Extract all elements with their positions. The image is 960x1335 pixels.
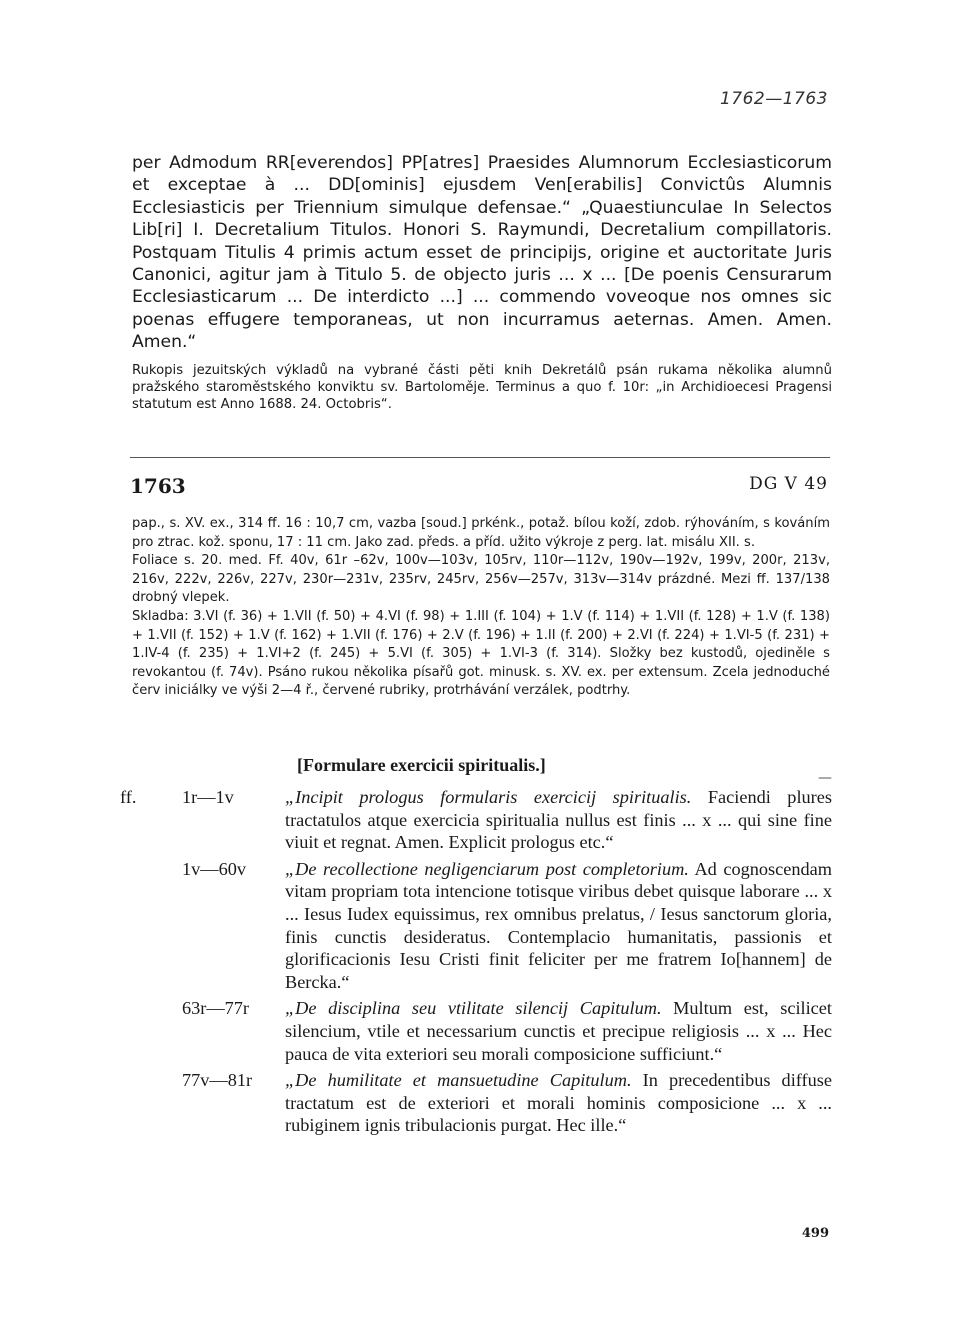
section-title: [Formulare exercicii spiritualis.] — [297, 755, 546, 775]
entry-text — [285, 997, 832, 1065]
entry-body: In precedentibus diffuse tractatum est de exteriori et morali hominis composicione ... x ... rubiginem ignis tribulacionis purgat. Hec ille.“ — [285, 1070, 832, 1136]
entry-incipit: „De humilitate et mansuetudine Capitulum. — [285, 1070, 632, 1091]
ff-label: ff. — [120, 787, 137, 807]
entry-incipit: „De recollectione negligenciarum post completorium. — [285, 858, 689, 879]
description-physical: pap., s. XV. ex., 314 ff. 16 : 10,7 cm, vazba [soud.] prkénk., potaž. bílou koží, zdob. rýhováním, s kováním pro ztrac. kož. sponu, 17 : 11 cm. Jako zad. předs. a příd. užito výkroje z perg. lat. misálu XII. s. — [132, 516, 830, 550]
entry-text — [285, 1069, 832, 1137]
record-description — [132, 515, 830, 701]
list-item — [120, 997, 832, 1065]
folio-range: 77v—81r — [182, 1070, 253, 1091]
entry-text — [285, 786, 832, 854]
intro-paragraph — [132, 152, 832, 354]
intro-text: per Admodum RR[everendos] PP[atres] Praesides Alumnorum Ecclesiasticorum et exceptae à ... DD[ominis] ejusdem Ven[erabilis] Convictûs Alumnis Ecclesiasticis per Triennium simulque defensae.“ „Quaestiunculae In Selectos Lib[ri] I. Decretalium Titulos. Honori S. Raymundi, Decretalium compillatoris. Postquam Titulis 4 primis actum esset de principijs, origine et auctoritate Juris Canonici, agitur jam à Titulo 5. de objecto juris ... x ... [De poenis Censurarum Ecclesiasticarum ... De interdicto ...] ... commendo voveoque nos omnes sic poenas effugere temporaneas, ut non incurramus aeternas. Amen. Amen. Amen.“ — [132, 153, 832, 353]
list-item — [120, 858, 832, 994]
ff-label — [120, 1069, 170, 1137]
margin-mark: — — [818, 770, 832, 786]
record-shelfmark: DG V 49 — [749, 474, 828, 494]
page-number: 499 — [801, 1226, 829, 1241]
folio-range: 1v—60v — [182, 858, 246, 879]
entry-incipit: „De disciplina seu vtilitate silencij Capitulum. — [285, 998, 662, 1019]
note-paragraph: Rukopis jezuitských výkladů na vybrané části pěti knih Dekretálů psán rukama několika alumnů pražského staroměstského konviktu sv. Bartoloměje. Terminus a quo f. 10r: „in Archidioecesi Pragensi statutum est Anno 1688. 24. Octobris“. — [132, 363, 832, 412]
description-collation: Skladba: 3.VI (f. 36) + 1.VII (f. 50) + 4.VI (f. 98) + 1.III (f. 104) + 1.V (f. 114) + 1.VII (f. 128) + 1.V (f. 138) + 1.VII (f. 152) + 1.V (f. 162) + 1.VII (f. 176) + 2.V (f. 196) + 1.II (f. 200) + 2.VI (f. 224) + 1.VI-5 (f. 231) + 1.IV-4 (f. 235) + 1.VI+2 (f. 245) + 5.VI (f. 305) + 1.VI-3 (f. 314). Složky bez kustodů, ojediněle s revokantou (f. 74v). Psáno rukou několika písařů got. minusk. s. XV. ex. per extensum. Zcela jednoduché červ iniciálky ve výši 2—4 ř., červené rubriky, protrhávání verzálek, podtrhy. — [132, 608, 830, 699]
ff-label — [120, 997, 170, 1065]
entry-text — [285, 858, 832, 994]
entry-incipit: „Incipit prologus formularis exercicij spiritualis. — [285, 787, 692, 807]
entry-body: Ad cognoscendam vitam propriam tota intencione totisque viribus debet quisque laborare ... x ... Iesus Iudex equissimus, rex omnibus prelatus, / Iesus sanctorum gloria, finis cunctis desideratus. Contemplacio humanitatis, passionis et glorificacionis Iesu Cristi finit feliciter per me fratrem Io[hannem] de Bercka.“ — [285, 858, 832, 992]
entry-body: Faciendi plures tractatulos atque exercicia spiritualia nullus est finis ... x ... qui sine fine viuit et regnat. Amen. Explicit prologus etc.“ — [285, 787, 832, 853]
entry-body: Multum est, scilicet silencium, vtile et necessarium cunctis et precipue religiosis ... x ... Hec pauca de vita exteriori seu morali composicione sufficiunt.“ — [285, 998, 832, 1064]
list-item — [120, 786, 832, 854]
record-year: 1763 — [130, 474, 186, 498]
folio-range: 63r—77r — [182, 998, 250, 1019]
section-divider — [130, 457, 830, 458]
folio-range: 1r—1v — [182, 787, 234, 807]
entries-list — [120, 786, 832, 1141]
running-header: 1762—1763 — [719, 89, 828, 109]
ff-label — [120, 858, 170, 994]
description-foliation: Foliace s. 20. med. Ff. 40v, 61r –62v, 100v—103v, 105rv, 110r—112v, 190v—192v, 199v, 200r, 213v, 216v, 222v, 226v, 227v, 230r—231v, 235rv, 245rv, 256v—257v, 313v—314v prázdné. Mezi ff. 137/138 drobný vlepek. — [132, 553, 830, 606]
list-item — [120, 1069, 832, 1137]
